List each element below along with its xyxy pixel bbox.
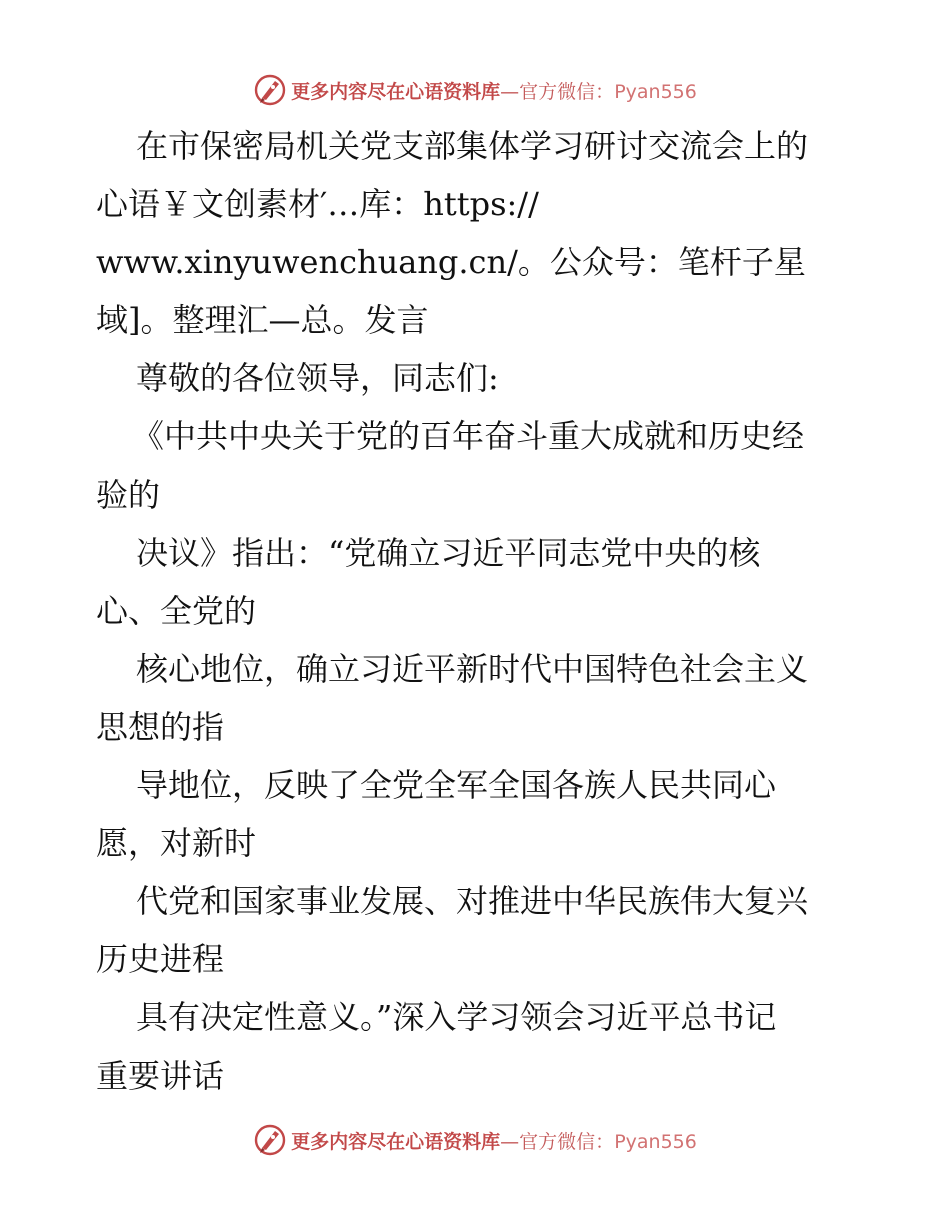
body-line: 思想的指 [96,707,225,746]
body-line: 验的 [96,475,161,514]
body-line: 《中共中央关于党的百年奋斗重大成就和历史经 [132,417,805,456]
quill-logo-icon [253,73,287,107]
banner-title: 更多内容尽在心语资料库 [291,1130,501,1153]
body-line: 愿，对新时 [96,824,257,863]
banner-wechat-id: Pyan556 [614,80,697,103]
body-line: 核心地位，确立习近平新时代中国特色社会主义 [136,649,809,688]
body-line: 具有决定性意义。”深入学习领会习近平总书记 [136,998,777,1037]
document-body [96,117,856,1105]
footer-banner [0,1122,950,1158]
body-line: 导地位，反映了全党全军全国各族人民共同心 [136,766,777,805]
footer-banner-text [291,1127,697,1154]
body-line: 决议》指出：“党确立习近平同志党中央的核 [136,533,761,572]
body-line: 代党和国家事业发展、对推进中华民族伟大复兴 [136,882,809,921]
body-line: 心、全党的 [96,591,257,630]
header-banner-text [291,77,697,104]
banner-title: 更多内容尽在心语资料库 [291,80,501,103]
quill-logo-icon [253,1123,287,1157]
body-line: www.xinyuwenchuang.cn/。公众号：笔杆子星 [96,243,806,282]
body-line: 在市保密局机关党支部集体学习研讨交流会上的 [136,127,809,165]
body-line: 重要讲话 [96,1056,225,1095]
banner-wechat-label: —官方微信： [500,1130,615,1153]
banner-wechat-id: Pyan556 [614,1130,697,1153]
banner-wechat-label: —官方微信： [500,80,615,103]
body-line: 历史进程 [96,940,225,979]
header-banner [0,72,950,108]
body-line: 域]。整理汇—总。发言 [96,301,429,340]
greeting-line: 尊敬的各位领导，同志们: [136,359,499,398]
body-line: 心语￥文创素材′…库：https:// [96,185,539,224]
